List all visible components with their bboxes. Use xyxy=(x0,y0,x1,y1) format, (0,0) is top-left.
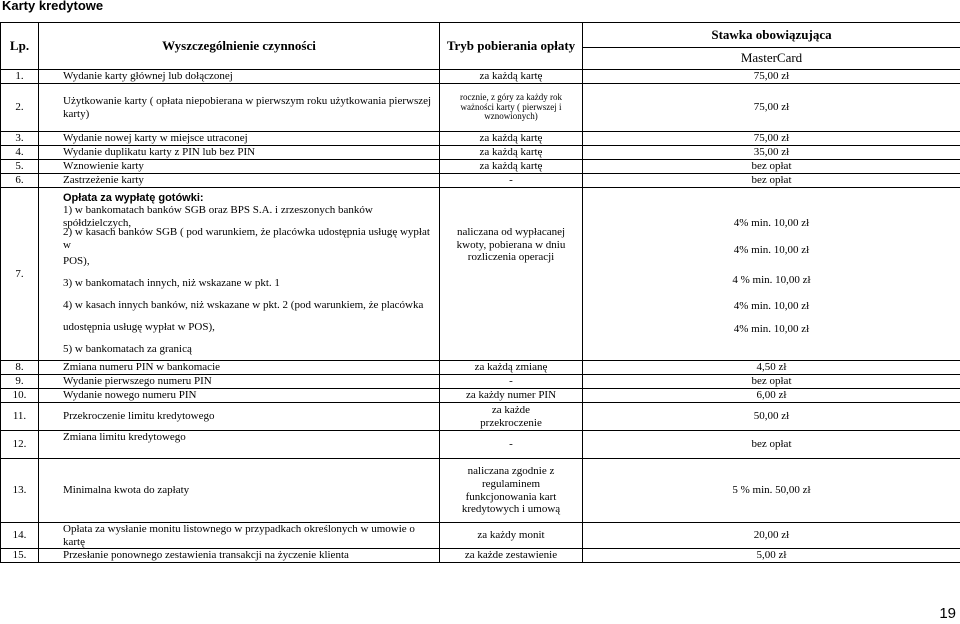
fee-table xyxy=(0,22,960,563)
row-lp: 2. xyxy=(1,84,39,132)
cash-withdrawal-heading: Opłata za wypłatę gotówki: xyxy=(63,191,204,204)
row-rate: bez opłat xyxy=(583,431,960,459)
table-row xyxy=(1,132,960,146)
withdrawal-rate: 4% min. 10,00 zł xyxy=(733,243,810,256)
row-mode: naliczana od wypłacanej kwoty, pobierana w dniu rozliczenia operacji xyxy=(440,188,583,361)
header-rate: Stawka obowiązująca xyxy=(583,23,960,48)
row-mode: - xyxy=(440,431,583,459)
header-description: Wyszczególnienie czynności xyxy=(39,23,440,70)
row-mode: za każde przekroczenie xyxy=(440,403,583,431)
row-mode: za każdą kartę xyxy=(440,160,583,174)
row-mode: - xyxy=(440,174,583,188)
row-desc: Wydanie karty głównej lub dołączonej xyxy=(39,70,440,84)
row-lp: 13. xyxy=(1,459,39,523)
row-lp: 15. xyxy=(1,549,39,563)
row-rate: 35,00 zł xyxy=(583,146,960,160)
row-desc: Zmiana limitu kredytowego xyxy=(39,431,440,459)
withdrawal-rate: 4 % min. 10,00 zł xyxy=(732,273,811,286)
row-lp: 8. xyxy=(1,361,39,375)
row-lp: 12. xyxy=(1,431,39,459)
row-desc: Zastrzeżenie karty xyxy=(39,174,440,188)
row-mode: za każdą kartę xyxy=(440,132,583,146)
row-rate: bez opłat xyxy=(583,160,960,174)
row-rate: 5,00 zł xyxy=(583,549,960,563)
row-rate: 4,50 zł xyxy=(583,361,960,375)
header-mode: Tryb pobierania opłaty xyxy=(440,23,583,70)
row-lp: 14. xyxy=(1,523,39,549)
table-row xyxy=(1,403,960,431)
row-rate: 20,00 zł xyxy=(583,523,960,549)
table-row xyxy=(1,361,960,375)
row-lp: 5. xyxy=(1,160,39,174)
row-rate xyxy=(583,188,960,361)
row-mode: - xyxy=(440,375,583,389)
table-row xyxy=(1,549,960,563)
row-rate: 5 % min. 50,00 zł xyxy=(583,459,960,523)
table-row xyxy=(1,431,960,459)
row-rate: 6,00 zł xyxy=(583,389,960,403)
withdrawal-line: POS), xyxy=(63,254,90,267)
header-card: MasterCard xyxy=(583,48,960,70)
withdrawal-line: 3) w bankomatach innych, niż wskazane w pkt. 1 xyxy=(63,276,280,289)
row-rate: 75,00 zł xyxy=(583,70,960,84)
row-lp: 3. xyxy=(1,132,39,146)
row-mode: za każdą kartę xyxy=(440,146,583,160)
withdrawal-line: 2) w kasach banków SGB ( pod warunkiem, że placówka udostępnia usługę wypłat w xyxy=(63,226,430,251)
table-row xyxy=(1,160,960,174)
row-rate: 75,00 zł xyxy=(583,84,960,132)
row-mode: za każdą kartę xyxy=(440,70,583,84)
page-number: 19 xyxy=(939,605,956,622)
row-desc: Zmiana numeru PIN w bankomacie xyxy=(39,361,440,375)
table-row xyxy=(1,389,960,403)
withdrawal-line: 4) w kasach innych banków, niż wskazane w pkt. 2 (pod warunkiem, że placówka xyxy=(63,298,424,311)
withdrawal-rate: 4% min. 10,00 zł xyxy=(733,300,810,313)
table-row xyxy=(1,84,960,132)
row-lp: 1. xyxy=(1,70,39,84)
withdrawal-rate: 4% min. 10,00 zł xyxy=(733,217,810,230)
row-lp: 4. xyxy=(1,146,39,160)
row-rate: bez opłat xyxy=(583,174,960,188)
row-mode: naliczana zgodnie z regulaminem funkcjonowania kart kredytowych i umową xyxy=(440,459,583,523)
row-desc: Minimalna kwota do zapłaty xyxy=(39,459,440,523)
row-mode: rocznie, z góry za każdy rok ważności karty ( pierwszej i wznowionych) xyxy=(440,84,583,132)
row-desc: Przekroczenie limitu kredytowego xyxy=(39,403,440,431)
row-rate: 50,00 zł xyxy=(583,403,960,431)
row-mode: za każde zestawienie xyxy=(440,549,583,563)
row-lp: 7. xyxy=(1,188,39,361)
row-rate: 75,00 zł xyxy=(583,132,960,146)
row-desc: Wydanie nowego numeru PIN xyxy=(39,389,440,403)
row-rate: bez opłat xyxy=(583,375,960,389)
row-mode: za każdy monit xyxy=(440,523,583,549)
page-title: Karty kredytowe xyxy=(2,0,104,13)
withdrawal-line: udostępnia usługę wypłat w POS), xyxy=(63,320,215,333)
row-desc: Opłata za wysłanie monitu listownego w przypadkach określonych w umowie o kartę xyxy=(39,523,440,549)
table-row xyxy=(1,146,960,160)
row-lp: 11. xyxy=(1,403,39,431)
withdrawal-line: 1) w bankomatach banków SGB oraz BPS S.A. i zrzeszonych banków spółdzielczych, xyxy=(63,204,373,229)
withdrawal-rate: 4% min. 10,00 zł xyxy=(733,323,810,336)
table-row-cash-withdrawal xyxy=(1,188,960,361)
row-lp: 9. xyxy=(1,375,39,389)
row-mode: za każdą zmianę xyxy=(440,361,583,375)
row-desc: Wydanie duplikatu karty z PIN lub bez PIN xyxy=(39,146,440,160)
table-row xyxy=(1,375,960,389)
table-row xyxy=(1,523,960,549)
table-header-row xyxy=(1,23,960,48)
row-mode: za każdy numer PIN xyxy=(440,389,583,403)
row-desc: Wydanie nowej karty w miejsce utraconej xyxy=(39,132,440,146)
row-desc: Wydanie pierwszego numeru PIN xyxy=(39,375,440,389)
row-desc: Wznowienie karty xyxy=(39,160,440,174)
table-row xyxy=(1,174,960,188)
row-lp: 10. xyxy=(1,389,39,403)
row-desc: Użytkowanie karty ( opłata niepobierana w pierwszym roku użytkowania pierwszej karty) xyxy=(39,84,440,132)
table-row xyxy=(1,70,960,84)
header-lp: Lp. xyxy=(1,23,39,70)
row-lp: 6. xyxy=(1,174,39,188)
row-desc xyxy=(39,188,440,361)
withdrawal-line: 5) w bankomatach za granicą xyxy=(63,342,192,355)
table-row xyxy=(1,459,960,523)
row-desc: Przesłanie ponownego zestawienia transakcji na życzenie klienta xyxy=(39,549,440,563)
